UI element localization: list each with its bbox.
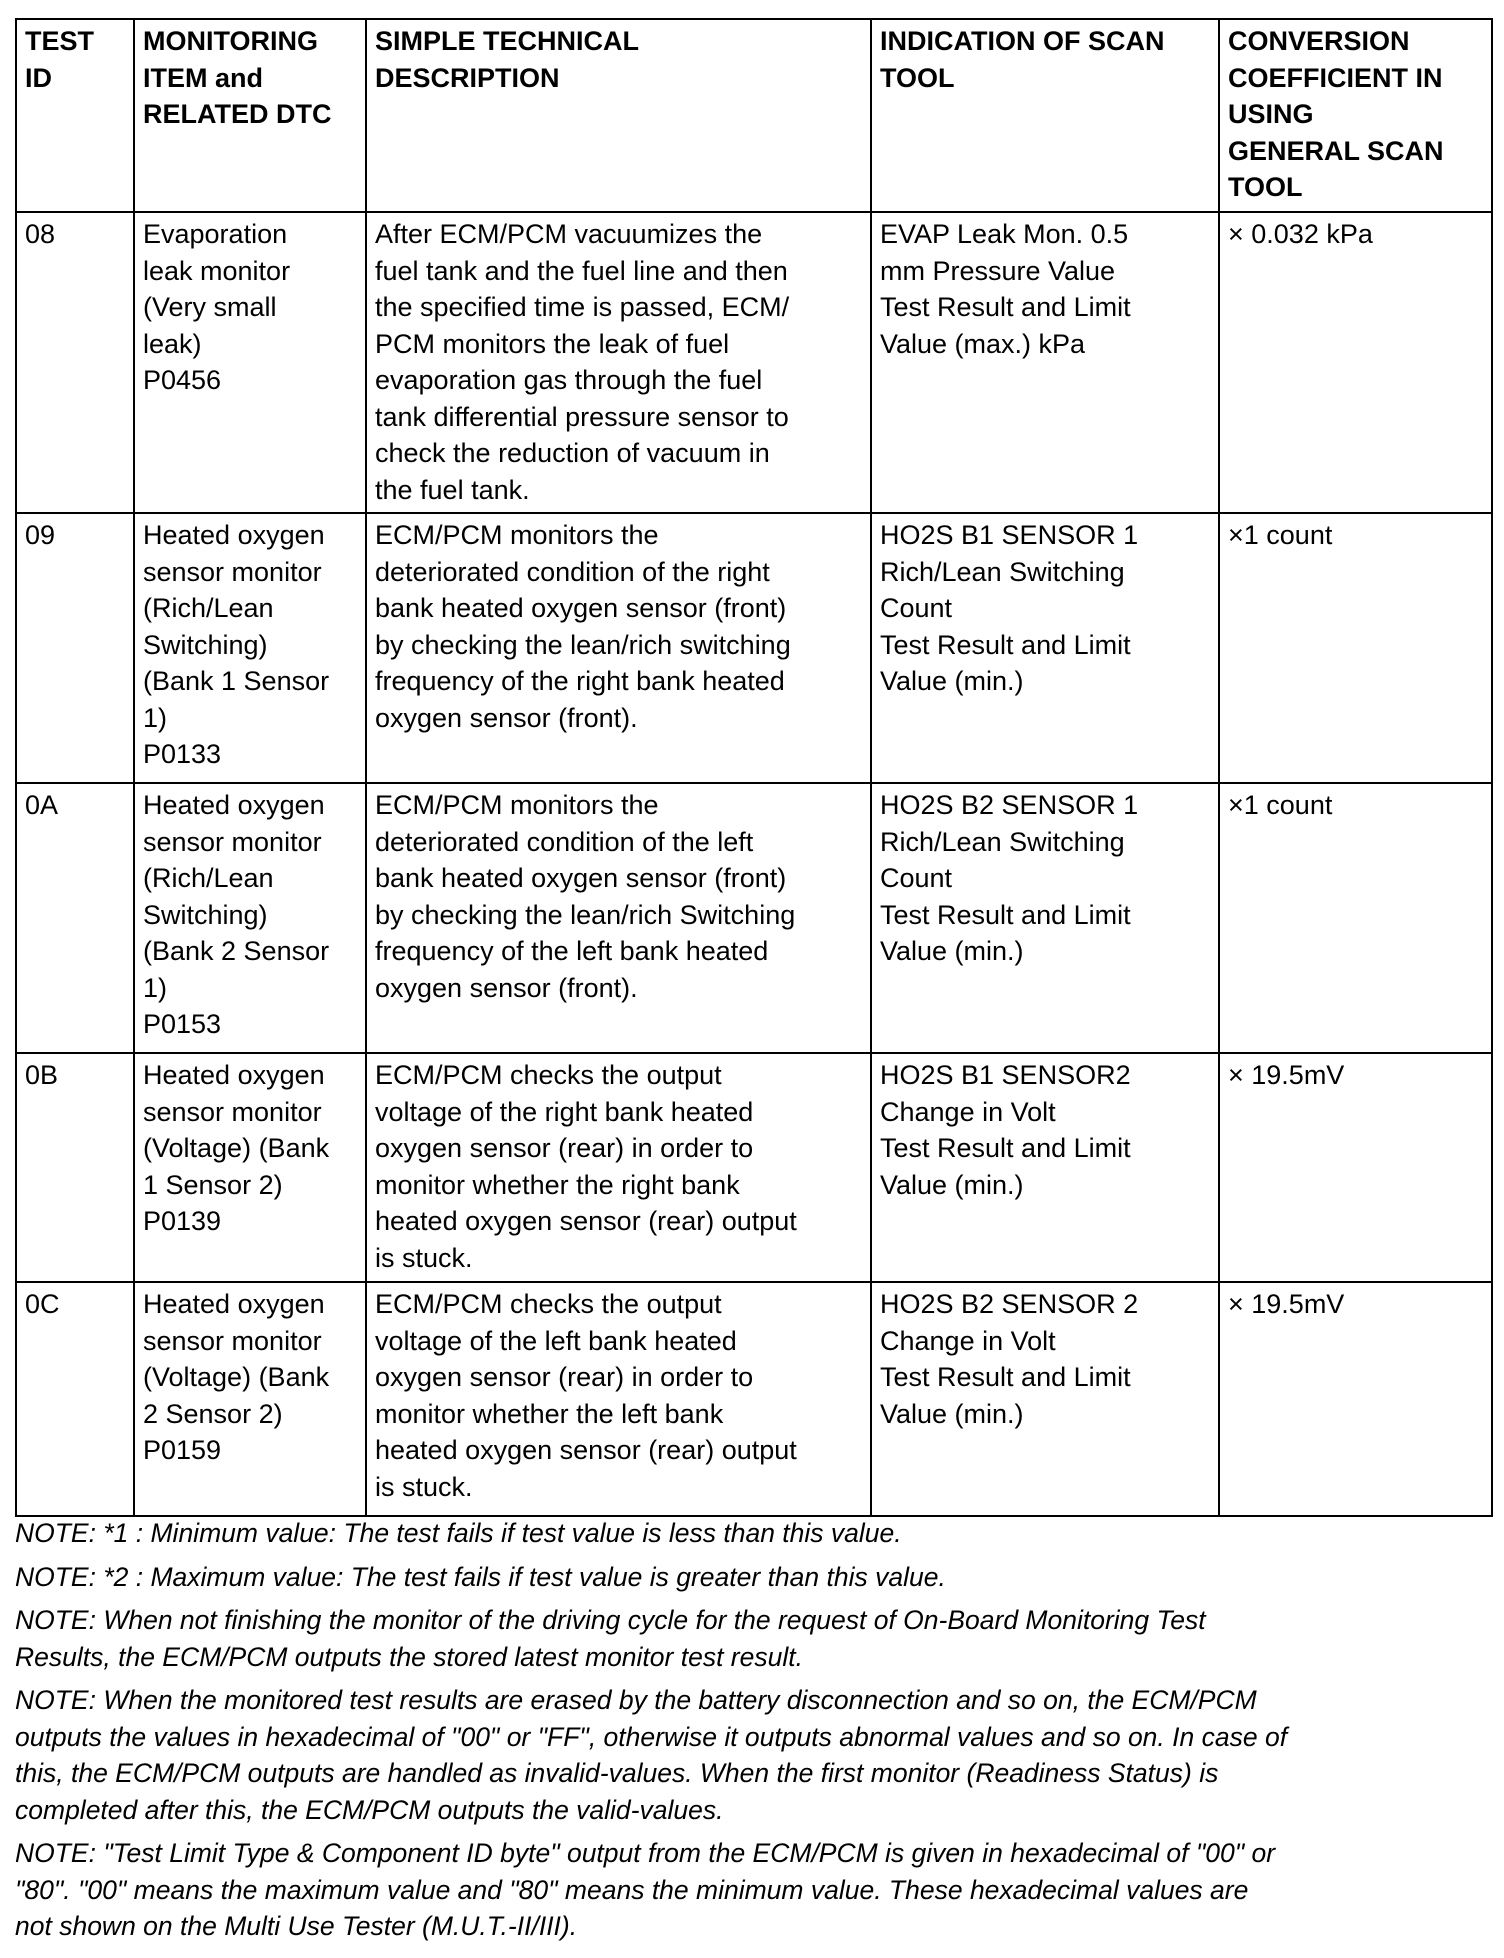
scan-tool-cell: HO2S B2 SENSOR 1 Rich/Lean Switching Count Test Result and Limit Value (min.): [871, 783, 1219, 1053]
description-cell: ECM/PCM monitors the deteriorated condition of the left bank heated oxygen sensor (front) by checking the lean/rich Switching frequency of the left bank heated oxygen sensor (front).: [366, 783, 871, 1053]
scan-tool-cell: EVAP Leak Mon. 0.5 mm Pressure Value Test Result and Limit Value (max.) kPa: [871, 212, 1219, 513]
table-row: [16, 513, 1492, 783]
test-id-cell: 09: [16, 513, 134, 783]
test-id-cell: 08: [16, 212, 134, 513]
monitoring-item-cell: Heated oxygen sensor monitor (Voltage) (Bank 2 Sensor 2) P0159: [134, 1282, 366, 1516]
coefficient-cell: ×1 count: [1219, 513, 1492, 783]
note-minimum-value: NOTE: *1 : Minimum value: The test fails if test value is less than this value.: [15, 1518, 902, 1548]
description-cell: ECM/PCM checks the output voltage of the right bank heated oxygen sensor (rear) in order to monitor whether the right bank heated oxygen sensor (rear) output is stuck.: [366, 1053, 871, 1282]
table-row: [16, 1282, 1492, 1516]
table-row: [16, 783, 1492, 1053]
monitor-test-table: [15, 18, 1493, 1517]
header-conversion-coefficient: CONVERSION COEFFICIENT IN USING GENERAL SCAN TOOL: [1219, 19, 1492, 212]
header-test-id: TEST ID: [16, 19, 134, 212]
notes-section: [15, 1515, 1495, 1952]
monitoring-item-cell: Heated oxygen sensor monitor (Voltage) (Bank 1 Sensor 2) P0139: [134, 1053, 366, 1282]
monitoring-item-cell: Heated oxygen sensor monitor (Rich/Lean Switching) (Bank 2 Sensor 1) P0153: [134, 783, 366, 1053]
table-row: [16, 1053, 1492, 1282]
table-row: [16, 212, 1492, 513]
note-maximum-value: NOTE: *2 : Maximum value: The test fails if test value is greater than this value.: [15, 1561, 946, 1592]
monitoring-item-cell: Heated oxygen sensor monitor (Rich/Lean Switching) (Bank 1 Sensor 1) P0133: [134, 513, 366, 783]
scan-tool-cell: HO2S B2 SENSOR 2 Change in Volt Test Result and Limit Value (min.): [871, 1282, 1219, 1516]
description-cell: ECM/PCM monitors the deteriorated condition of the right bank heated oxygen sensor (front) by checking the lean/rich switching frequency of the right bank heated oxygen sensor (front).: [366, 513, 871, 783]
coefficient-cell: ×1 count: [1219, 783, 1492, 1053]
note-battery-disconnection: NOTE: When the monitored test results are erased by the battery disconnection and so on, the ECM/PCM outputs the values in hexadecimal of "00" or "FF", otherwise it outputs abnormal values and so on. In case of this, the ECM/PCM outputs are handled as invalid-values. When the first monitor (Readiness Status) is completed after this, the ECM/PCM outputs the valid-values.: [15, 1685, 1288, 1825]
header-scan-tool-indication: INDICATION OF SCAN TOOL: [871, 19, 1219, 212]
coefficient-cell: × 19.5mV: [1219, 1053, 1492, 1282]
test-id-cell: 0B: [16, 1053, 134, 1282]
note-driving-cycle: NOTE: When not finishing the monitor of the driving cycle for the request of On-Board Monitoring Test Results, the ECM/PCM outputs the stored latest monitor test result.: [15, 1605, 1206, 1672]
scan-tool-cell: HO2S B1 SENSOR2 Change in Volt Test Result and Limit Value (min.): [871, 1053, 1219, 1282]
scan-tool-cell: HO2S B1 SENSOR 1 Rich/Lean Switching Count Test Result and Limit Value (min.): [871, 513, 1219, 783]
description-cell: ECM/PCM checks the output voltage of the left bank heated oxygen sensor (rear) in order to monitor whether the left bank heated oxygen sensor (rear) output is stuck.: [366, 1282, 871, 1516]
coefficient-cell: × 0.032 kPa: [1219, 212, 1492, 513]
note-test-limit-type: NOTE: "Test Limit Type & Component ID byte" output from the ECM/PCM is given in hexadecimal of "00" or "80". "00" means the maximum value and "80" means the minimum value. These hexadecimal values are not shown on the Multi Use Tester (M.U.T.-II/III).: [15, 1838, 1276, 1941]
monitoring-item-cell: Evaporation leak monitor (Very small leak) P0456: [134, 212, 366, 513]
test-id-cell: 0A: [16, 783, 134, 1053]
coefficient-cell: × 19.5mV: [1219, 1282, 1492, 1516]
header-row: [16, 19, 1492, 212]
description-cell: After ECM/PCM vacuumizes the fuel tank and the fuel line and then the specified time is passed, ECM/ PCM monitors the leak of fuel evaporation gas through the fuel tank differential pressure sensor to check the reduction of vacuum in the fuel tank.: [366, 212, 871, 513]
header-monitoring-item: MONITORING ITEM and RELATED DTC: [134, 19, 366, 212]
test-id-cell: 0C: [16, 1282, 134, 1516]
header-description: SIMPLE TECHNICAL DESCRIPTION: [366, 19, 871, 212]
